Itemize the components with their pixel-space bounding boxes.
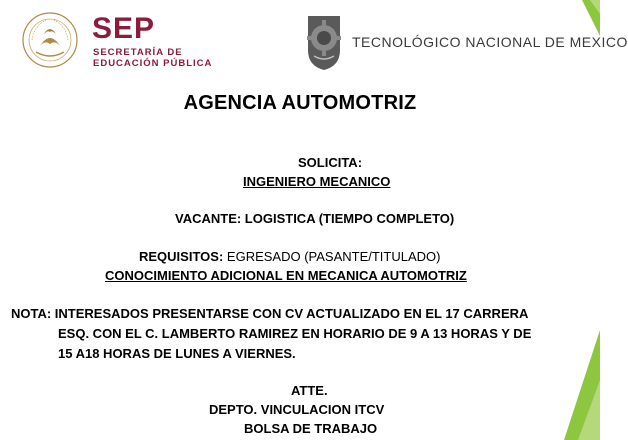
vacante-line: VACANTE: LOGISTICA (TIEMPO COMPLETO): [175, 211, 455, 226]
footer-atte: ATTE.: [291, 383, 328, 398]
header-logos: [0, 0, 628, 80]
sep-subtitle-line2: EDUCACIÓN PÚBLICA: [93, 58, 213, 69]
sep-logo: [18, 10, 218, 70]
green-decoration: [560, 0, 600, 440]
tecnm-name: TECNOLÓGICO NACIONAL DE MEXICO: [352, 34, 628, 50]
footer-bolsa: BOLSA DE TRABAJO: [244, 421, 378, 436]
nota-line2: ESQ. CON EL C. LAMBERTO RAMIREZ EN HORARIO DE 9 A 13 HORAS Y DE: [58, 326, 532, 341]
tecnm-gear-emblem-icon: [302, 10, 346, 72]
footer-dept: DEPTO. VINCULACION ITCV: [209, 402, 385, 417]
requisitos-line: [139, 249, 440, 265]
nota-line1: NOTA: INTERESADOS PRESENTARSE CON CV ACTUALIZADO EN EL 17 CARRERA: [11, 306, 529, 321]
sep-name: SEP: [92, 12, 156, 45]
requisitos-additional: CONOCIMIENTO ADICIONAL EN MECANICA AUTOMOTRIZ: [105, 268, 467, 283]
requisitos-label: REQUISITOS:: [139, 249, 224, 264]
sep-subtitle-line1: SECRETARÍA DE: [93, 47, 183, 58]
position-title: INGENIERO MECANICO: [243, 174, 391, 189]
nota-line3: 15 A18 HORAS DE LUNES A VIERNES.: [58, 346, 296, 361]
solicita-label: SOLICITA:: [298, 155, 363, 170]
tecnm-logo: [302, 10, 628, 72]
page-title: AGENCIA AUTOMOTRIZ: [183, 92, 417, 114]
requisitos-value: EGRESADO (PASANTE/TITULADO): [226, 249, 441, 264]
mexico-seal-icon: [18, 10, 82, 70]
